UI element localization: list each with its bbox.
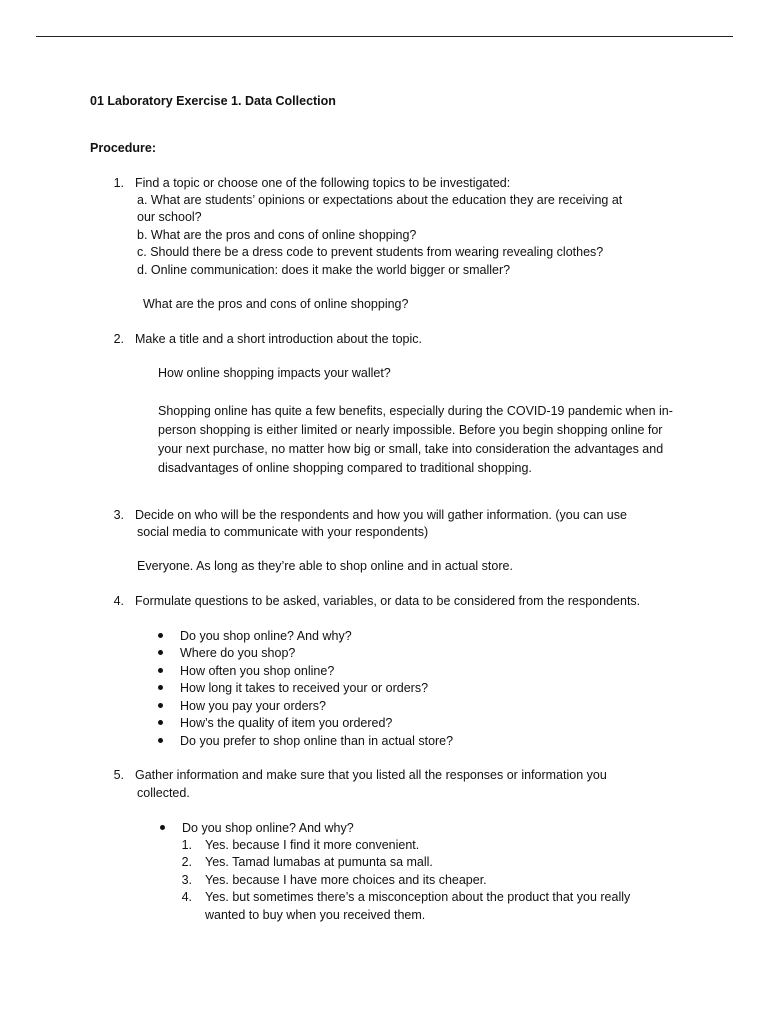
question-item: How you pay your orders? (180, 699, 326, 713)
bullet-icon (158, 650, 163, 655)
response-item: Yes. because I have more choices and its cheaper. (205, 873, 487, 887)
step-5-number: 5. (113, 768, 124, 782)
step-1-text: Find a topic or choose one of the following topics to be investigated: (135, 176, 511, 190)
step-2-text: Make a title and a short introduction about the topic. (135, 332, 422, 346)
bullet-icon (158, 720, 163, 725)
response-number: 2. (181, 855, 192, 869)
step-1-answer: What are the pros and cons of online shopping? (143, 297, 409, 311)
step-1-number: 1. (113, 176, 124, 190)
step-3-text-cont: social media to communicate with your respondents) (137, 525, 429, 539)
question-item: Where do you shop? (180, 646, 296, 660)
step-4-text: Formulate questions to be asked, variables, or data to be considered from the respondents. (135, 594, 641, 608)
step-3-answer: Everyone. As long as they’re able to shop online and in actual store. (137, 559, 513, 573)
step-2-intro-line: your next purchase, no matter how big or small, take into consideration the advantages and (158, 442, 664, 456)
bullet-icon (158, 633, 163, 638)
bullet-icon (160, 825, 165, 830)
response-item: Yes. because I find it more convenient. (205, 838, 420, 852)
step-3-number: 3. (113, 508, 124, 522)
step-1-option-b: b. What are the pros and cons of online shopping? (137, 228, 417, 242)
step-4-number: 4. (113, 594, 124, 608)
document-title: 01 Laboratory Exercise 1. Data Collection (90, 94, 336, 108)
procedure-label: Procedure: (90, 141, 156, 155)
response-number: 4. (181, 890, 192, 904)
step-2-intro-line: Shopping online has quite a few benefits, especially during the COVID-19 pandemic when in- (158, 404, 673, 418)
step-1-option-d: d. Online communication: does it make the world bigger or smaller? (137, 263, 511, 277)
bullet-icon (158, 685, 163, 690)
question-item: How’s the quality of item you ordered? (180, 716, 393, 730)
response-number: 3. (181, 873, 192, 887)
step-2-number: 2. (113, 332, 124, 346)
response-item-cont: wanted to buy when you received them. (205, 908, 426, 922)
step-2-intro-line: person shopping is either limited or nearly impossible. Before you begin shopping online for (158, 423, 663, 437)
top-rule (36, 36, 733, 37)
question-item: Do you shop online? And why? (180, 629, 352, 643)
step-3-text: Decide on who will be the respondents and how you will gather information. (you can use (135, 508, 627, 522)
step-2-title-answer: How online shopping impacts your wallet? (158, 366, 391, 380)
bullet-icon (158, 738, 163, 743)
bullet-icon (158, 703, 163, 708)
step-5-text: Gather information and make sure that you listed all the responses or information you (135, 768, 607, 782)
response-item: Yes. but sometimes there’s a misconception about the product that you really (205, 890, 631, 904)
step-1-option-a-cont: our school? (137, 210, 202, 224)
response-question: Do you shop online? And why? (182, 821, 354, 835)
question-item: How long it takes to received your or orders? (180, 681, 429, 695)
response-item: Yes. Tamad lumabas at pumunta sa mall. (205, 855, 433, 869)
bullet-icon (158, 668, 163, 673)
step-1-option-a: a. What are students’ opinions or expectations about the education they are receiving at (137, 193, 623, 207)
response-number: 1. (181, 838, 192, 852)
step-2-intro-line: disadvantages of online shopping compared to traditional shopping. (158, 461, 532, 475)
step-5-text-cont: collected. (137, 786, 190, 800)
step-1-option-c: c. Should there be a dress code to prevent students from wearing revealing clothes? (137, 245, 604, 259)
question-item: Do you prefer to shop online than in actual store? (180, 734, 454, 748)
question-item: How often you shop online? (180, 664, 335, 678)
